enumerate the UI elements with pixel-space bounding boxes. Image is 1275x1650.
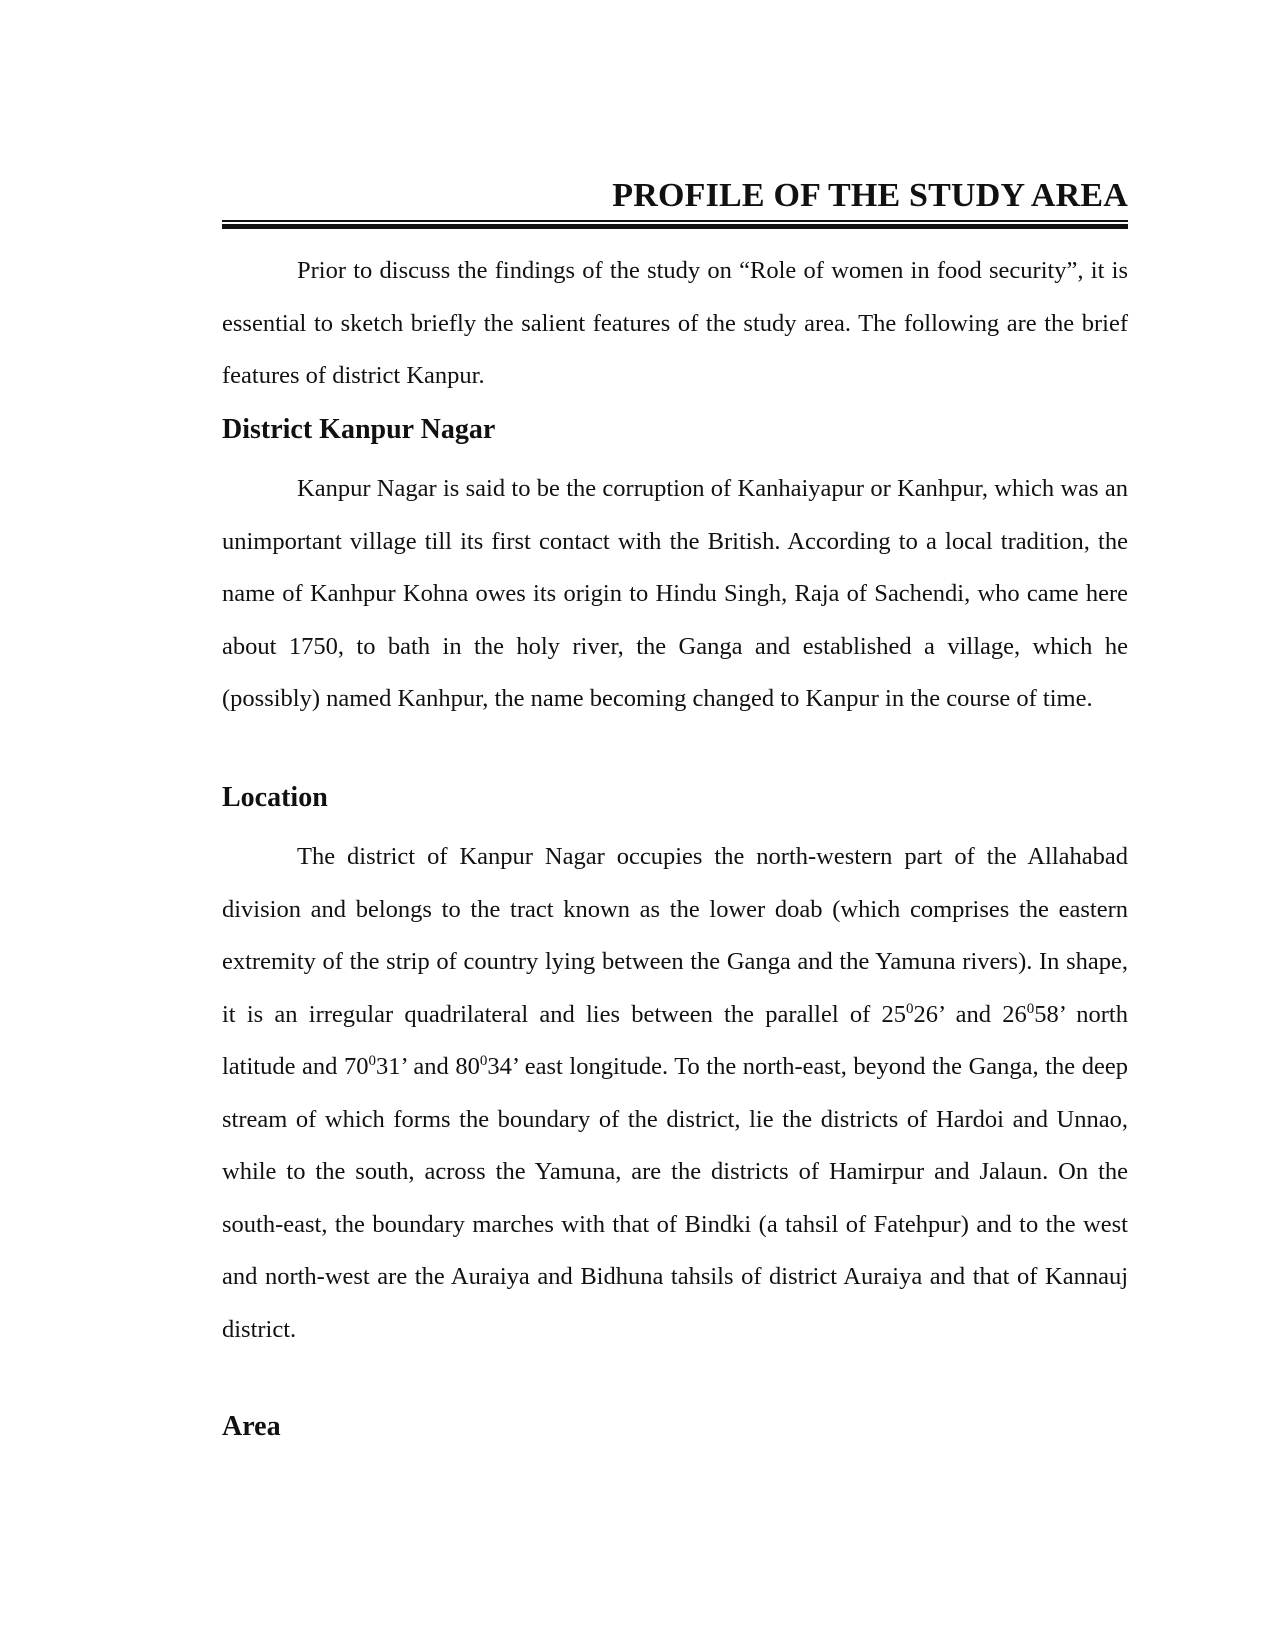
title-double-rule [222,220,1128,229]
location-paragraph [222,831,1128,1356]
degree-superscript: 0 [479,1052,488,1069]
coord-text: 26’ and 26 [913,1000,1027,1028]
degree-superscript: 0 [1026,1000,1035,1017]
coord-text: 34’ east longitude. [487,1053,669,1080]
district-paragraph: Kanpur Nagar is said to be the corruption of Kanhaiyapur or Kanhpur, which was an unimportant village till its first contact with the British. According to a local tradition, the name of Kanhpur Kohna owes its origin to Hindu Singh, Raja of Sachendi, who came here about 1750, to bath in the holy river, the Ganga and established a village, which he (possibly) named Kanhpur, the name becoming changed to Kanpur in the course of time. [222,475,1128,712]
intro-paragraph: Prior to discuss the findings of the study on “Role of women in food security”, it is essential to sketch briefly the salient features of the study area. The following are the brief features of district Kanpur. [222,257,1128,389]
page-title: PROFILE OF THE STUDY AREA [612,177,1128,214]
location-text-part2: To the north-east, beyond the Ganga, the deep stream of which forms the boundary of the district, lie the districts of Hardoi and Unnao, while to the south, across the Yamuna, are the districts of Hamirpur and Jalaun. On the south-east, the boundary marches with that of Bindki (a tahsil of Fatehpur) and to the west and north-west are the Auraiya and Bidhuna tahsils of district Auraiya and that of Kannauj district. [222,1053,1128,1343]
title-rule-thick [222,224,1128,229]
location-text-part1: The district of Kanpur Nagar occupies the north-western part of the Allahabad division and belongs to the tract known as the lower doab (which comprises the eastern extremity of the strip of country lying between the Ganga and the Yamuna rivers). In shape, it is an irregular quadrilateral and lies between the parallel of 25 [222,843,1128,1028]
coord-text: 58’ north latitude and 70 [222,1000,1128,1080]
section-heading-location: Location [222,782,328,813]
section-heading-area: Area [222,1411,281,1442]
degree-superscript: 0 [906,1000,914,1017]
section-heading-district: District Kanpur Nagar [222,414,496,445]
degree-superscript: 0 [368,1052,376,1069]
coord-text: 31’ and 80 [375,1053,480,1080]
